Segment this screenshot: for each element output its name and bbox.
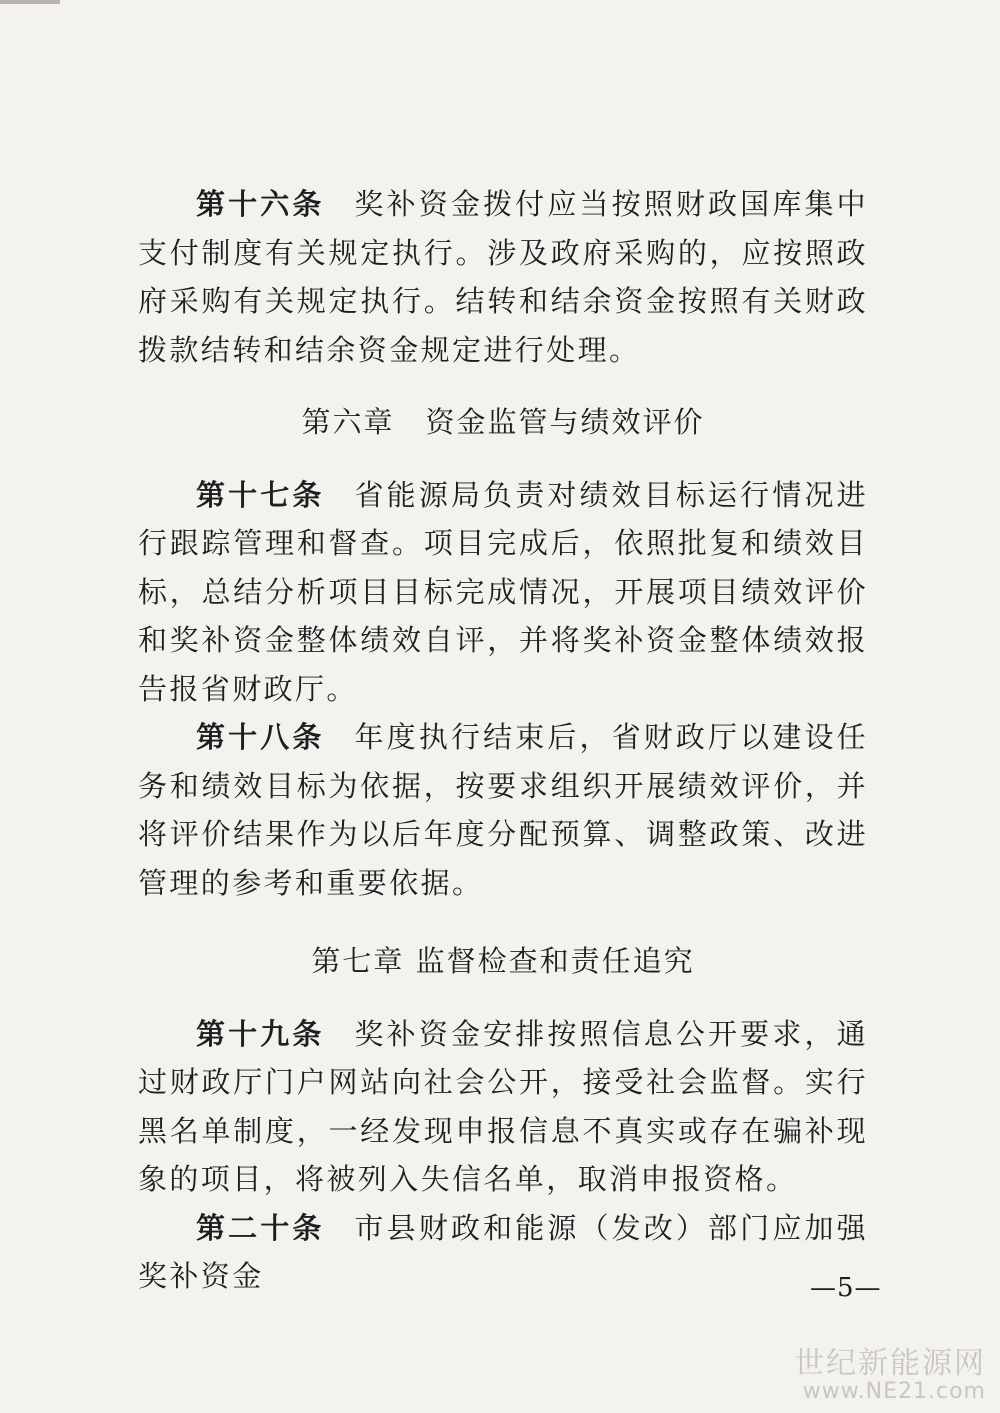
article-text: 年度执行结束后，省财政厅以建设任务和绩效目标为依据，按要求组织开展绩效评价，并将评价结果作为以后年度分配预算、调整政策、改进管理的参考和重要依据。 [138,720,868,900]
article-text: 市县财政和能源（发改）部门应加强奖补资金 [138,1210,868,1293]
article-17 [138,471,868,714]
article-16 [138,180,868,374]
watermark-url: www.NE21.com [802,1378,986,1404]
document-body [138,180,868,1301]
page-number: —5— [810,1273,882,1303]
watermark-name: 世纪新能源网 [794,1346,986,1382]
article-label: 第十九条 [196,1016,325,1051]
article-19 [138,1010,868,1204]
article-text: 省能源局负责对绩效目标运行情况进行跟踪管理和督查。项目完成后，依照批复和绩效目标，总结分析项目目标完成情况，开展项目绩效评价和奖补资金整体绩效自评，并将奖补资金整体绩效报告报省财政厅。 [138,477,868,706]
article-label: 第二十条 [196,1210,325,1245]
article-20 [138,1204,868,1301]
article-18 [138,713,868,907]
article-text: 奖补资金安排按照信息公开要求，通过财政厅门户网站向社会公开，接受社会监督。实行黑名单制度，一经发现申报信息不真实或存在骗补现象的项目，将被列入失信名单，取消申报资格。 [138,1016,868,1196]
article-label: 第十八条 [196,720,325,754]
article-label: 第十六条 [196,187,325,221]
site-watermark [794,1348,986,1403]
chapter-heading: 第七章 监督检查和责任追究 [311,944,695,978]
article-label: 第十七条 [196,477,325,512]
article-text: 奖补资金拨付应当按照财政国库集中支付制度有关规定执行。涉及政府采购的，应按照政府采购有关规定执行。结转和结余资金按照有关财政拨款结转和结余资金规定进行处理。 [138,187,868,367]
chapter-heading: 第六章 资金监管与绩效评价 [301,405,705,439]
scan-edge-mark [0,0,60,4]
